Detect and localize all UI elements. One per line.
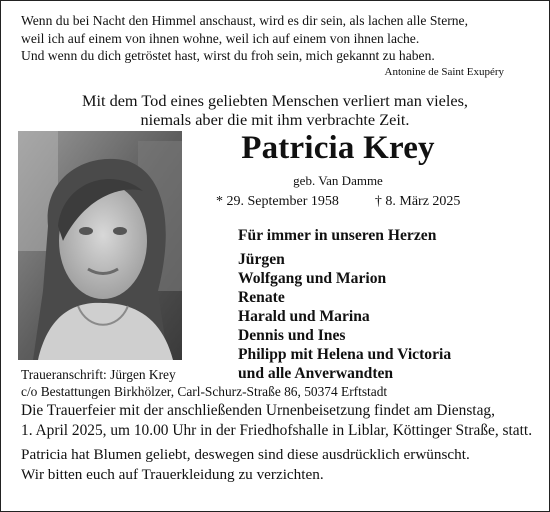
survivor-entry: Philipp mit Helena und Victoria xyxy=(238,346,452,363)
quote-line: niemals aber die mit ihm verbrachte Zeit. xyxy=(140,110,410,129)
birth-name: geb. Van Damme xyxy=(293,173,383,188)
portrait-photo xyxy=(18,131,182,360)
poem-author: Antonine de Saint Exupéry xyxy=(384,66,504,78)
deceased-name: Patricia Krey xyxy=(241,130,435,166)
poem-line: Wenn du bei Nacht den Himmel anschaust, wird es dir sein, als lachen alle Sterne, xyxy=(21,13,468,28)
survivor-entry: Dennis und Ines xyxy=(238,327,346,344)
address-line: c/o Bestattungen Birkhölzer, Carl-Schurz-Straße 86, 50374 Erftstadt xyxy=(21,384,388,399)
note-line: Patricia hat Blumen geliebt, deswegen sind diese ausdrücklich erwünscht. xyxy=(21,446,470,463)
survivor-entry: Wolfgang und Marion xyxy=(238,270,387,287)
birth-date: * 29. September 1958 xyxy=(216,194,339,209)
quote xyxy=(0,91,550,129)
funeral-line: Die Trauerfeier mit der anschließenden Urnenbeisetzung findet am Dienstag, xyxy=(21,402,495,419)
address-line: Traueranschrift: Jürgen Krey xyxy=(21,367,176,382)
survivor-entry: Jürgen xyxy=(238,251,285,268)
note-line: Wir bitten euch auf Trauerkleidung zu verzichten. xyxy=(21,466,324,483)
poem-line: Und wenn du dich getröstet hast, wirst du froh sein, mich gekannt zu haben. xyxy=(21,48,435,63)
survivor-entry: Renate xyxy=(238,289,285,306)
funeral-info xyxy=(21,401,532,441)
poem xyxy=(21,12,468,65)
life-dates xyxy=(216,194,460,210)
death-date: † 8. März 2025 xyxy=(374,194,461,209)
mourning-address xyxy=(21,366,387,400)
closing-notes xyxy=(21,445,470,485)
memorial-motto: Für immer in unseren Herzen xyxy=(238,227,437,244)
survivors-list xyxy=(238,250,451,383)
quote-line: Mit dem Tod eines geliebten Menschen verliert man vieles, xyxy=(81,91,469,110)
survivor-entry: und alle Anverwandten xyxy=(238,365,394,382)
funeral-line: 1. April 2025, um 10.00 Uhr in der Friedhofshalle in Liblar, Köttinger Straße, statt. xyxy=(21,422,533,439)
poem-line: weil ich auf einem von ihnen wohne, weil ich auf einem von ihnen lache. xyxy=(21,30,420,46)
survivor-entry: Harald und Marina xyxy=(238,308,370,325)
